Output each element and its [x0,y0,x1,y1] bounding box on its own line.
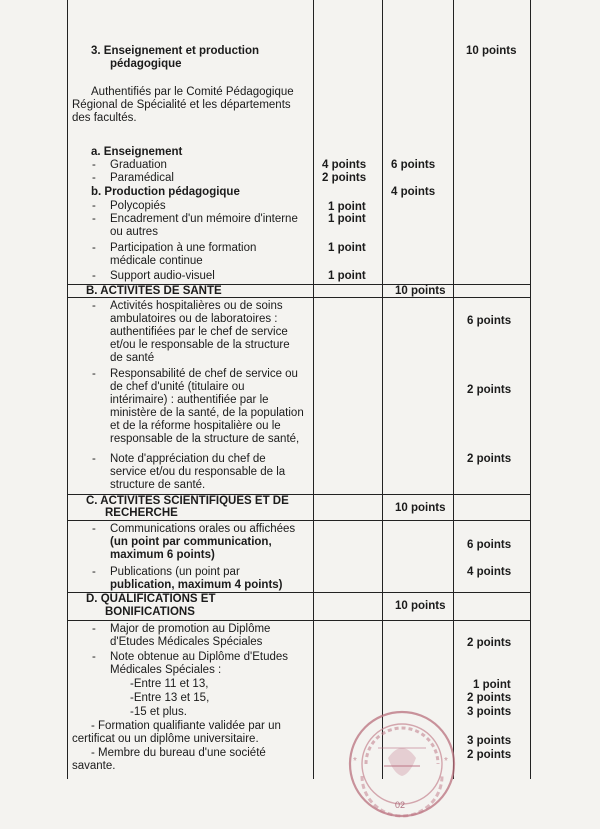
bullet-dash: - [92,242,96,254]
bullet-dash: - [92,213,96,225]
column-divider-2 [382,0,383,779]
bullet-dash: - [92,159,96,171]
section-3-title: 3. Enseignement et production [91,45,260,57]
activites-hospitalieres-line2: ambulatoires ou de laboratoires : [110,313,278,325]
graduation-points: 4 points [322,159,367,171]
note-obtenue-line1: Note obtenue au Diplôme d'Etudes [110,651,289,663]
polycopies-label: Polycopiés [110,200,166,212]
activites-hospitalieres-line5: de santé [110,352,155,364]
encadrement-points: 1 point [328,213,366,225]
section-3-auth-line1: Authentifiés par le Comité Pédagogique [91,86,294,98]
section-d-header: D. QUALIFICATIONS ET [86,593,216,605]
participation-points: 1 point [328,242,366,254]
activites-hospitalieres-line3: authentifiées par le chef de service [110,326,288,338]
responsabilite-line2: de chef d'unité (titulaire ou [110,381,245,393]
encadrement-label-cont: ou autres [110,226,158,238]
major-line1: Major de promotion au Diplôme [110,623,271,635]
graduation-label: Graduation [110,159,167,171]
publications-line1 [110,566,240,578]
svg-text:*: * [444,756,448,767]
bullet-dash: - [92,172,96,184]
enseignement-total-points: 6 points [391,159,436,171]
formation-line1: - Formation qualifiante validée par un [91,720,281,732]
enseignement-label: a. Enseignement [91,146,183,158]
membre-points: 2 points [467,749,512,761]
note-appreciation-line3: structure de santé. [110,479,206,491]
svg-text:*: * [353,756,357,767]
range-13-15-points: 2 points [467,692,512,704]
range-15-plus-points: 3 points [467,706,512,718]
bullet-dash: - [92,300,96,312]
note-obtenue-line2: Médicales Spéciales : [110,664,222,676]
table-border-right [530,0,531,779]
formation-points: 3 points [467,735,512,747]
bullet-dash: - [92,566,96,578]
publications-points: 4 points [467,566,512,578]
stamp-number: 02 [395,800,406,810]
bullet-dash: - [92,368,96,380]
activites-hospitalieres-line4: et/ou le responsable de la structure [110,339,290,351]
note-appreciation-line1: Note d'appréciation du chef de [110,453,266,465]
column-divider-1 [313,0,314,779]
range-13-15-label: -Entre 13 et 15, [130,692,210,704]
section-c-points: 10 points [395,502,446,514]
row-divider-c-end [67,520,531,521]
encadrement-label: Encadrement d'un mémoire d'interne [110,213,298,225]
bullet-dash: - [92,270,96,282]
membre-line1: - Membre du bureau d'une société [91,747,266,759]
section-d-points: 10 points [395,600,446,612]
section-3-auth-line2: Régional de Spécialité et les départements [72,99,291,111]
participation-label: Participation à une formation [110,242,257,254]
row-divider-d-end [67,620,531,621]
support-label: Support audio-visuel [110,270,215,282]
range-15-plus-label: -15 et plus. [130,706,187,718]
bullet-dash: - [92,200,96,212]
range-11-13-points: 1 point [473,679,511,691]
communications-points: 6 points [467,539,512,551]
formation-line2: certificat ou un diplôme universitaire. [72,733,259,745]
polycopies-points: 1 point [328,201,366,213]
table-border-left [67,0,68,779]
bullet-dash: - [92,623,96,635]
communications-line1: Communications orales ou affichées [110,523,296,535]
range-11-13-label: -Entre 11 et 13, [130,678,209,690]
section-b-points: 10 points [395,285,446,297]
official-stamp [338,704,466,824]
membre-line2: savante. [72,760,116,772]
paramedical-label: Paramédical [110,172,174,184]
production-label: b. Production pédagogique [91,186,240,198]
section-c-header-cont: RECHERCHE [105,507,178,519]
responsabilite-line3: intérimaire) : authentifiée par le [110,394,269,406]
responsabilite-line6: responsable de la structure de santé, [110,433,300,445]
production-total-points: 4 points [391,186,436,198]
publications-line2: publication, maximum 4 points) [110,579,283,591]
communications-line3: maximum 6 points) [110,549,215,561]
bullet-dash: - [92,523,96,535]
activites-hospitalieres-points: 6 points [467,315,512,327]
section-c-header: C. ACTIVITES SCIENTIFIQUES ET DE [86,495,289,507]
participation-label-cont: médicale continue [110,255,203,267]
section-3-auth-line3: des facultés. [72,112,137,124]
section-d-header-cont: BONIFICATIONS [105,606,195,618]
responsabilite-points: 2 points [467,384,512,396]
activites-hospitalieres-line1: Activités hospitalières ou de soins [110,300,283,312]
section-3-title-cont: pédagogique [110,58,182,70]
note-appreciation-line2: service et/ou du responsable de la [110,466,286,478]
responsabilite-line1: Responsabilité de chef de service ou [110,368,298,380]
publications-line1-text: Publications (un point par [110,566,240,578]
support-points: 1 point [328,270,366,282]
section-3-points: 10 points [466,45,517,57]
bullet-dash: - [92,651,96,663]
section-b-header: B. ACTIVITES DE SANTE [86,285,222,297]
responsabilite-line5: et de la réforme hospitalière ou le [110,420,281,432]
major-line2: d'Etudes Médicales Spéciales [110,636,263,648]
note-appreciation-points: 2 points [467,453,512,465]
column-divider-3 [453,0,454,779]
responsabilite-line4: ministère de la santé, de la population [110,407,304,419]
major-points: 2 points [467,637,512,649]
bullet-dash: - [92,453,96,465]
communications-line2: (un point par communication, [110,536,272,548]
paramedical-points: 2 points [322,172,367,184]
